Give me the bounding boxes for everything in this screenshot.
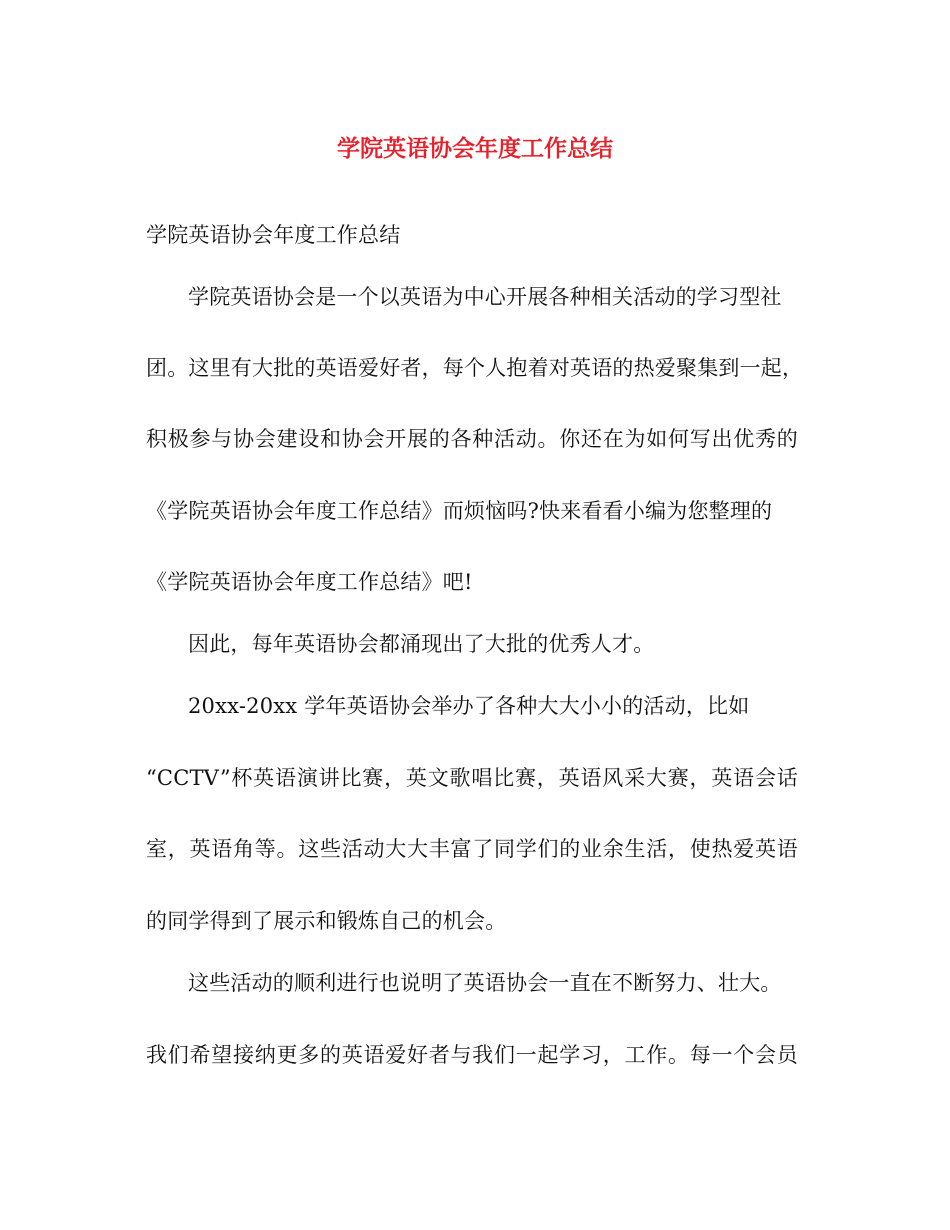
paragraph-line: 《学院英语协会年度工作总结》而烦恼吗?快来看看小编为您整理的 [146, 499, 773, 523]
page-title: 学院英语协会年度工作总结 [337, 136, 613, 162]
paragraph-line: 学院英语协会是一个以英语为中心开展各种相关活动的学习型社 [188, 285, 782, 309]
document-subtitle: 学院英语协会年度工作总结 [146, 223, 401, 247]
paragraph-line: 《学院英语协会年度工作总结》吧! [146, 570, 473, 594]
paragraph-line: 团。这里有大批的英语爱好者，每个人抱着对英语的热爱聚集到一起， [146, 356, 804, 380]
paragraph-line: 室，英语角等。这些活动大大丰富了同学们的业余生活，使热爱英语 [146, 837, 798, 861]
paragraph-line: 积极参与协会建设和协会开展的各种活动。你还在为如何写出优秀的 [146, 427, 798, 451]
paragraph-line: 这些活动的顺利进行也说明了英语协会一直在不断努力、壮大。 [188, 971, 782, 995]
paragraph-line: 我们希望接纳更多的英语爱好者与我们一起学习，工作。每一个会员 [146, 1043, 798, 1067]
paragraph-line: 20xx-20xx 学年英语协会举办了各种大大小小的活动，比如 [188, 694, 750, 718]
paragraph-line: “CCTV”杯英语演讲比赛，英文歌唱比赛，英语风采大赛，英语会话 [146, 766, 798, 790]
paragraph-line: 因此，每年英语协会都涌现出了大批的优秀人才。 [188, 632, 655, 656]
paragraph-line: 的同学得到了展示和锻炼自己的机会。 [146, 909, 507, 933]
